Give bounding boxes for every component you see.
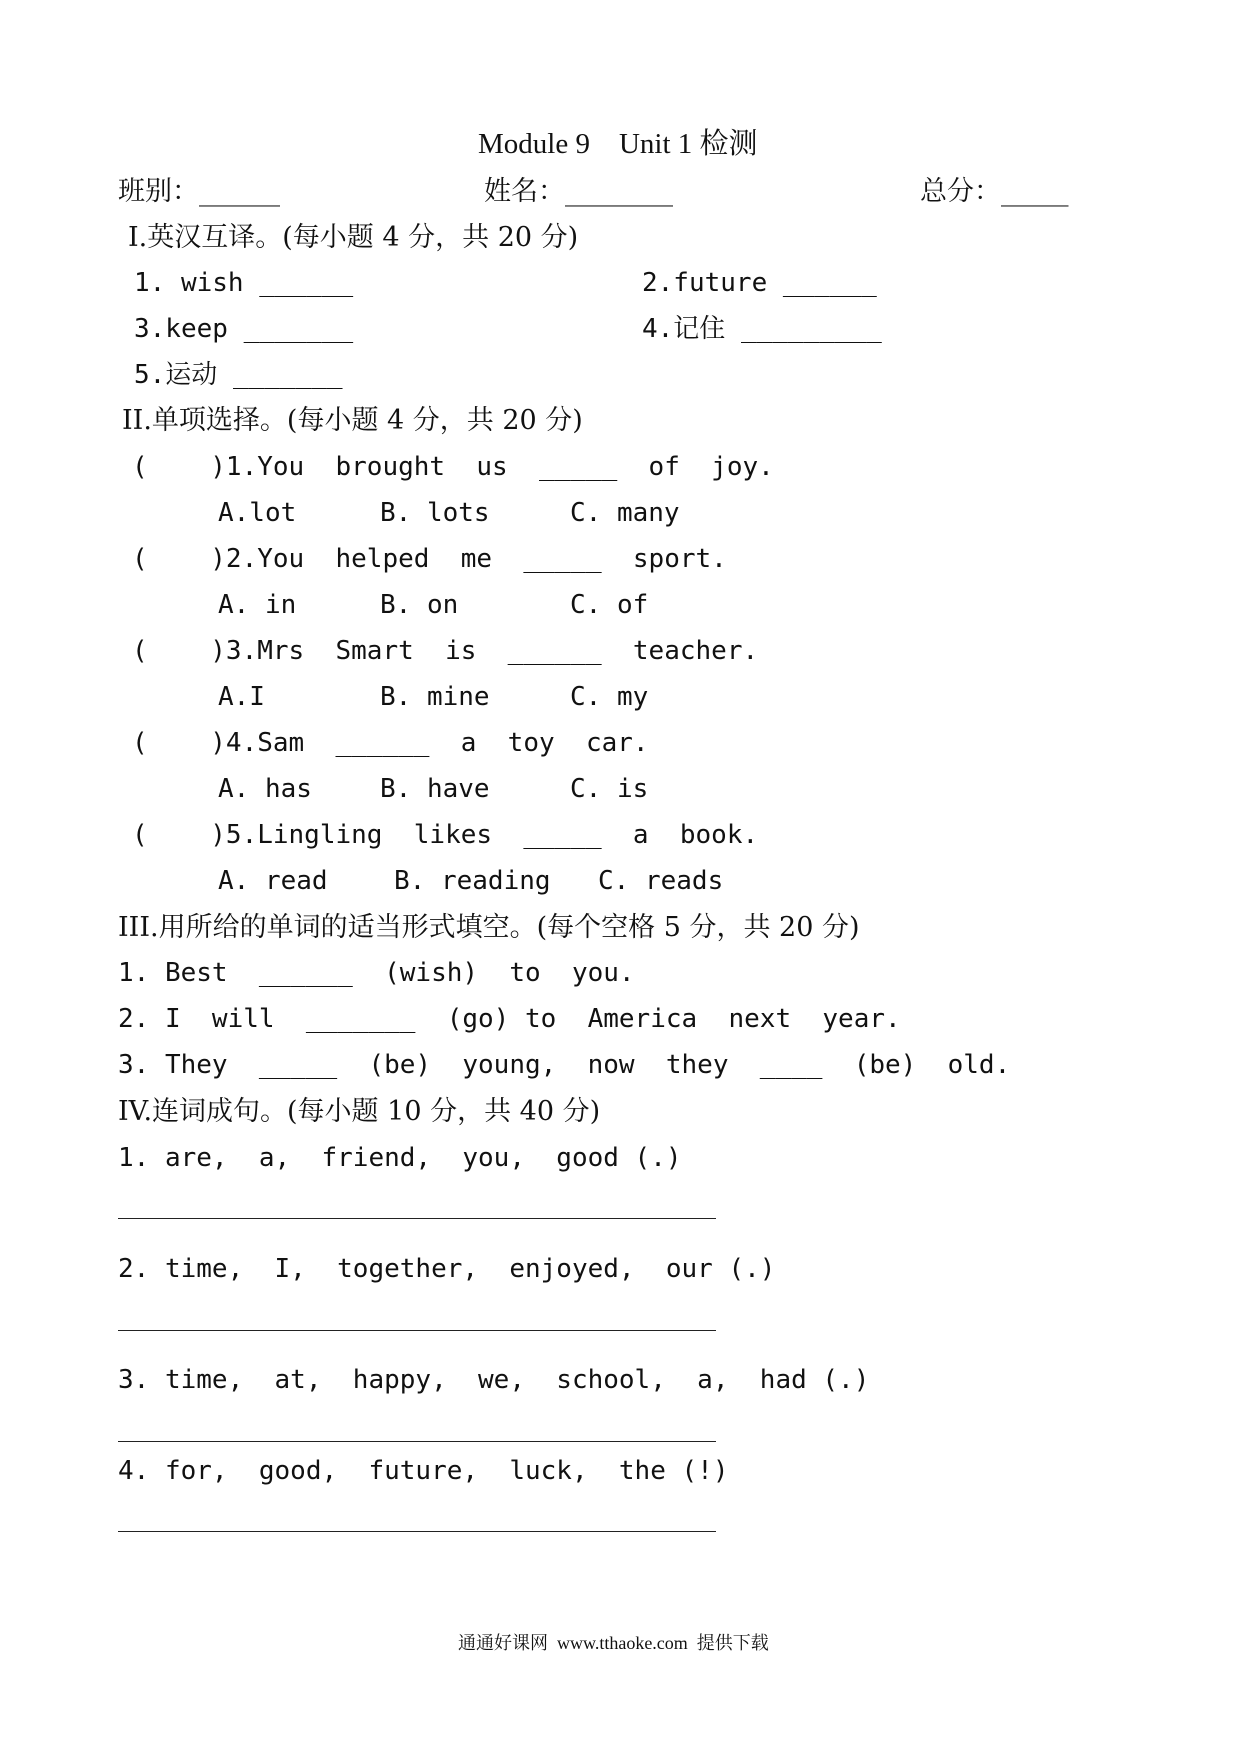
q3-option-a[interactable]: A.I: [218, 682, 265, 712]
q1-option-b[interactable]: B. lots: [380, 498, 490, 528]
section1-item-4[interactable]: 4.记住 _________: [642, 314, 882, 344]
q1-option-c[interactable]: C. many: [570, 498, 680, 528]
fill-blank-3[interactable]: 3. They _____ (be) young, now they ____ (be) old.: [118, 1050, 1011, 1080]
q5-option-a[interactable]: A. read: [218, 866, 328, 896]
name-field[interactable]: 姓名：________: [484, 176, 673, 207]
fill-blank-2[interactable]: 2. I will _______ (go) to America next year.: [118, 1004, 901, 1034]
answer-line[interactable]: [118, 1330, 716, 1331]
sentence-words-4: 4. for, good, future, luck, the (!): [118, 1456, 729, 1486]
section1-item-3[interactable]: 3.keep _______: [134, 314, 354, 344]
q1-option-a[interactable]: A.lot: [218, 498, 297, 528]
answer-line[interactable]: [118, 1218, 716, 1219]
footer-credit: 通通好课网 www.tthaoke.com 提供下载: [458, 1633, 769, 1653]
fill-blank-1[interactable]: 1. Best ______ (wish) to you.: [118, 958, 635, 988]
section1-item-5[interactable]: 5.运动 _______: [134, 360, 343, 390]
q4-option-b[interactable]: B. have: [380, 774, 490, 804]
q4-option-a[interactable]: A. has: [218, 774, 312, 804]
answer-line[interactable]: [118, 1441, 716, 1442]
sentence-words-2: 2. time, I, together, enjoyed, our (.): [118, 1254, 776, 1284]
answer-line[interactable]: [118, 1531, 716, 1532]
question-stem-1[interactable]: ( )1.You brought us _____ of joy.: [132, 452, 774, 482]
q5-option-c[interactable]: C. reads: [598, 866, 724, 896]
class-field[interactable]: 班别：______: [118, 176, 280, 207]
q3-option-c[interactable]: C. my: [570, 682, 649, 712]
section2-heading: II.单项选择。(每小题 4 分，共 20 分): [122, 405, 583, 436]
section4-heading: IV.连词成句。(每小题 10 分，共 40 分): [118, 1096, 601, 1127]
sentence-words-3: 3. time, at, happy, we, school, a, had (.): [118, 1365, 870, 1395]
sentence-words-1: 1. are, a, friend, you, good (.): [118, 1143, 682, 1173]
score-field[interactable]: 总分：_____: [920, 176, 1069, 207]
q4-option-c[interactable]: C. is: [570, 774, 649, 804]
q2-option-a[interactable]: A. in: [218, 590, 297, 620]
question-stem-5[interactable]: ( )5.Lingling likes _____ a book.: [132, 820, 759, 850]
section1-item-1[interactable]: 1. wish ______: [134, 268, 354, 298]
question-stem-3[interactable]: ( )3.Mrs Smart is ______ teacher.: [132, 636, 759, 666]
q2-option-c[interactable]: C. of: [570, 590, 649, 620]
question-stem-2[interactable]: ( )2.You helped me _____ sport.: [132, 544, 727, 574]
page-title: Module 9 Unit 1 检测: [478, 128, 758, 160]
section1-heading: Ⅰ.英汉互译。(每小题 4 分，共 20 分): [128, 222, 579, 253]
q2-option-b[interactable]: B. on: [380, 590, 459, 620]
question-stem-4[interactable]: ( )4.Sam ______ a toy car.: [132, 728, 649, 758]
section1-item-2[interactable]: 2.future ______: [642, 268, 877, 298]
q3-option-b[interactable]: B. mine: [380, 682, 490, 712]
section3-heading: III.用所给的单词的适当形式填空。(每个空格 5 分，共 20 分): [118, 912, 860, 943]
q5-option-b[interactable]: B. reading: [394, 866, 551, 896]
